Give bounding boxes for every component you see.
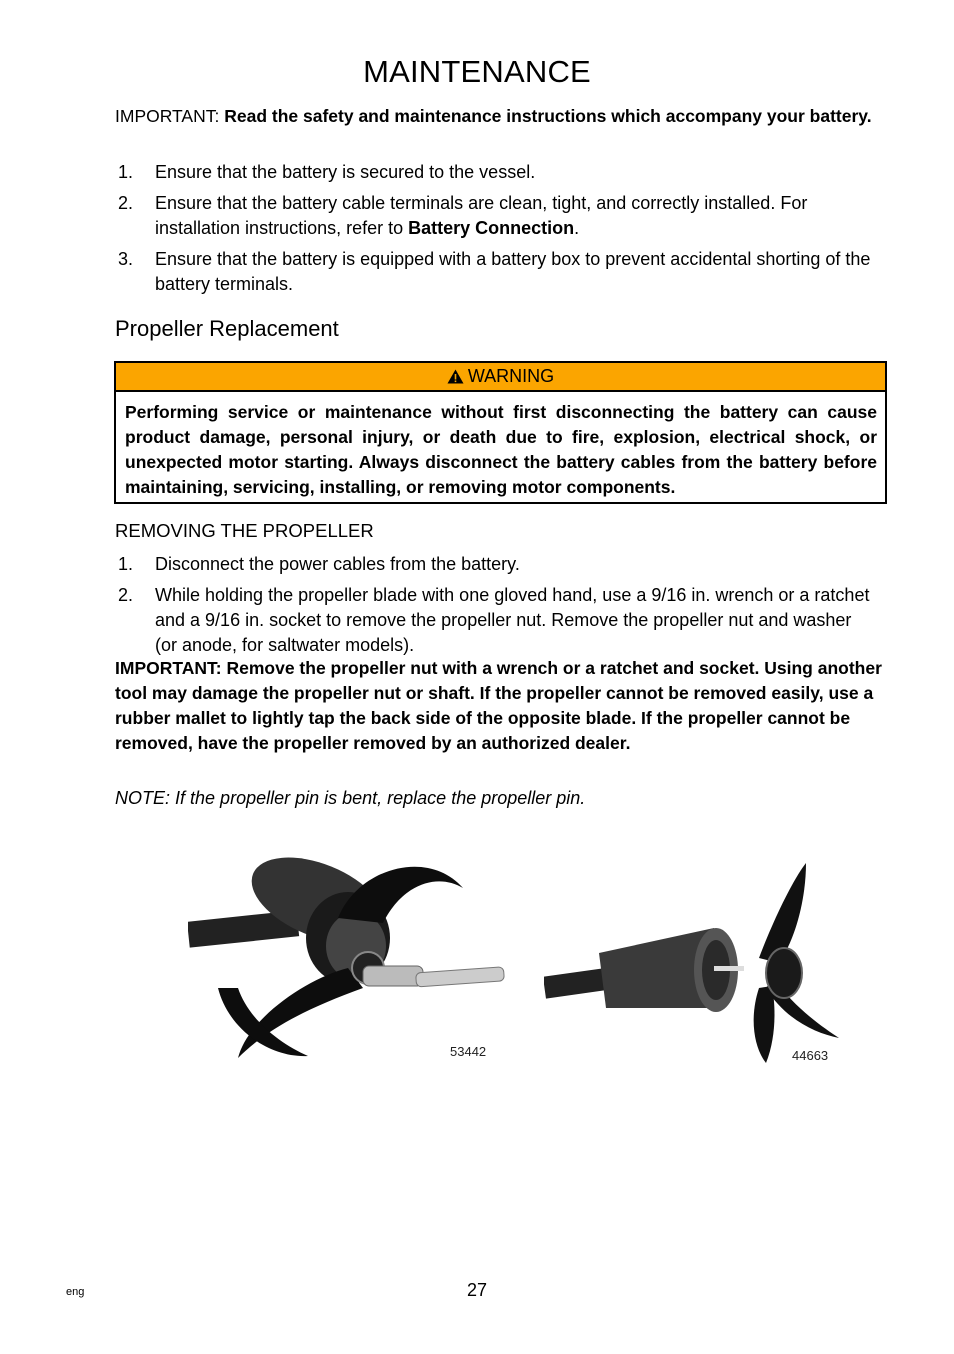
warning-text: Performing service or maintenance without first disconnecting the battery can cause product damage, personal injury, or death due to fire, explosion, electrical shock, or unexpected motor starting. Always disconnect the battery cables from the battery before maintaining, servicing, installing, or removing motor components. xyxy=(125,402,877,497)
step-text: While holding the propeller blade with one gloved hand, use a 9/16 in. wrench or a ratchet and a 9/16 in. socket to remove the propeller nut. Remove the propeller nut and washer (or anode, for saltwater models). xyxy=(155,585,870,655)
note-text: If the propeller pin is bent, replace the propeller pin. xyxy=(175,788,586,808)
list-item xyxy=(115,247,875,297)
figure-caption: 44663 xyxy=(792,1048,829,1063)
battery-steps xyxy=(115,160,875,303)
propeller-important-note xyxy=(115,656,885,756)
important-text: Read the safety and maintenance instructions which accompany your battery. xyxy=(224,106,872,126)
step-text: Ensure that the battery is secured to the vessel. xyxy=(155,162,536,182)
propeller-ratchet-illustration xyxy=(188,828,514,1068)
step-text-end: . xyxy=(574,218,580,238)
important-label: IMPORTANT: xyxy=(115,106,220,126)
list-item xyxy=(115,160,875,185)
warning-header xyxy=(116,363,885,392)
step-text: Ensure that the battery is equipped with a battery box to prevent accidental shorting of the battery terminals. xyxy=(155,249,871,294)
warning-label: WARNING xyxy=(467,366,555,386)
important-label: IMPORTANT: xyxy=(115,658,222,678)
page-number: 27 xyxy=(466,1280,488,1300)
step-number: 2. xyxy=(118,193,134,213)
battery-connection-reference: Battery Connection xyxy=(408,218,575,238)
ratchet-removing-propeller-photo xyxy=(188,828,514,1068)
page-title: MAINTENANCE xyxy=(363,54,591,89)
note-label: NOTE: xyxy=(115,788,171,808)
list-item xyxy=(115,552,875,577)
list-item xyxy=(115,583,875,658)
propeller-steps xyxy=(115,552,875,664)
figure-caption: 53442 xyxy=(450,1044,487,1059)
step-text: Ensure that the battery cable terminals are clean, tight, and correctly installed. For installation instructions, refer to xyxy=(155,193,808,238)
subheading: REMOVING THE PROPELLER xyxy=(115,520,374,541)
warning-triangle-icon xyxy=(447,369,464,384)
section-heading: Propeller Replacement xyxy=(115,316,339,341)
list-item xyxy=(115,191,875,241)
important-text: Remove the propeller nut with a wrench or a ratchet and socket. Using another tool may damage the propeller nut or shaft. If the propeller cannot be removed easily, use a rubber mallet to lightly tap the back side of the opposite blade. If the propeller cannot be removed, have the propeller removed by an authorized dealer. xyxy=(115,658,882,753)
battery-important-note xyxy=(115,104,885,129)
step-number: 2. xyxy=(118,585,134,605)
step-text: Disconnect the power cables from the battery. xyxy=(155,554,520,574)
warning-box xyxy=(114,361,887,504)
step-number: 1. xyxy=(118,554,134,574)
propeller-off-shaft-photo xyxy=(544,858,844,1068)
footer-language: eng xyxy=(66,1286,85,1298)
note xyxy=(115,788,585,809)
propeller-shaft-illustration xyxy=(544,858,844,1068)
step-number: 1. xyxy=(118,162,134,182)
step-number: 3. xyxy=(118,249,134,269)
